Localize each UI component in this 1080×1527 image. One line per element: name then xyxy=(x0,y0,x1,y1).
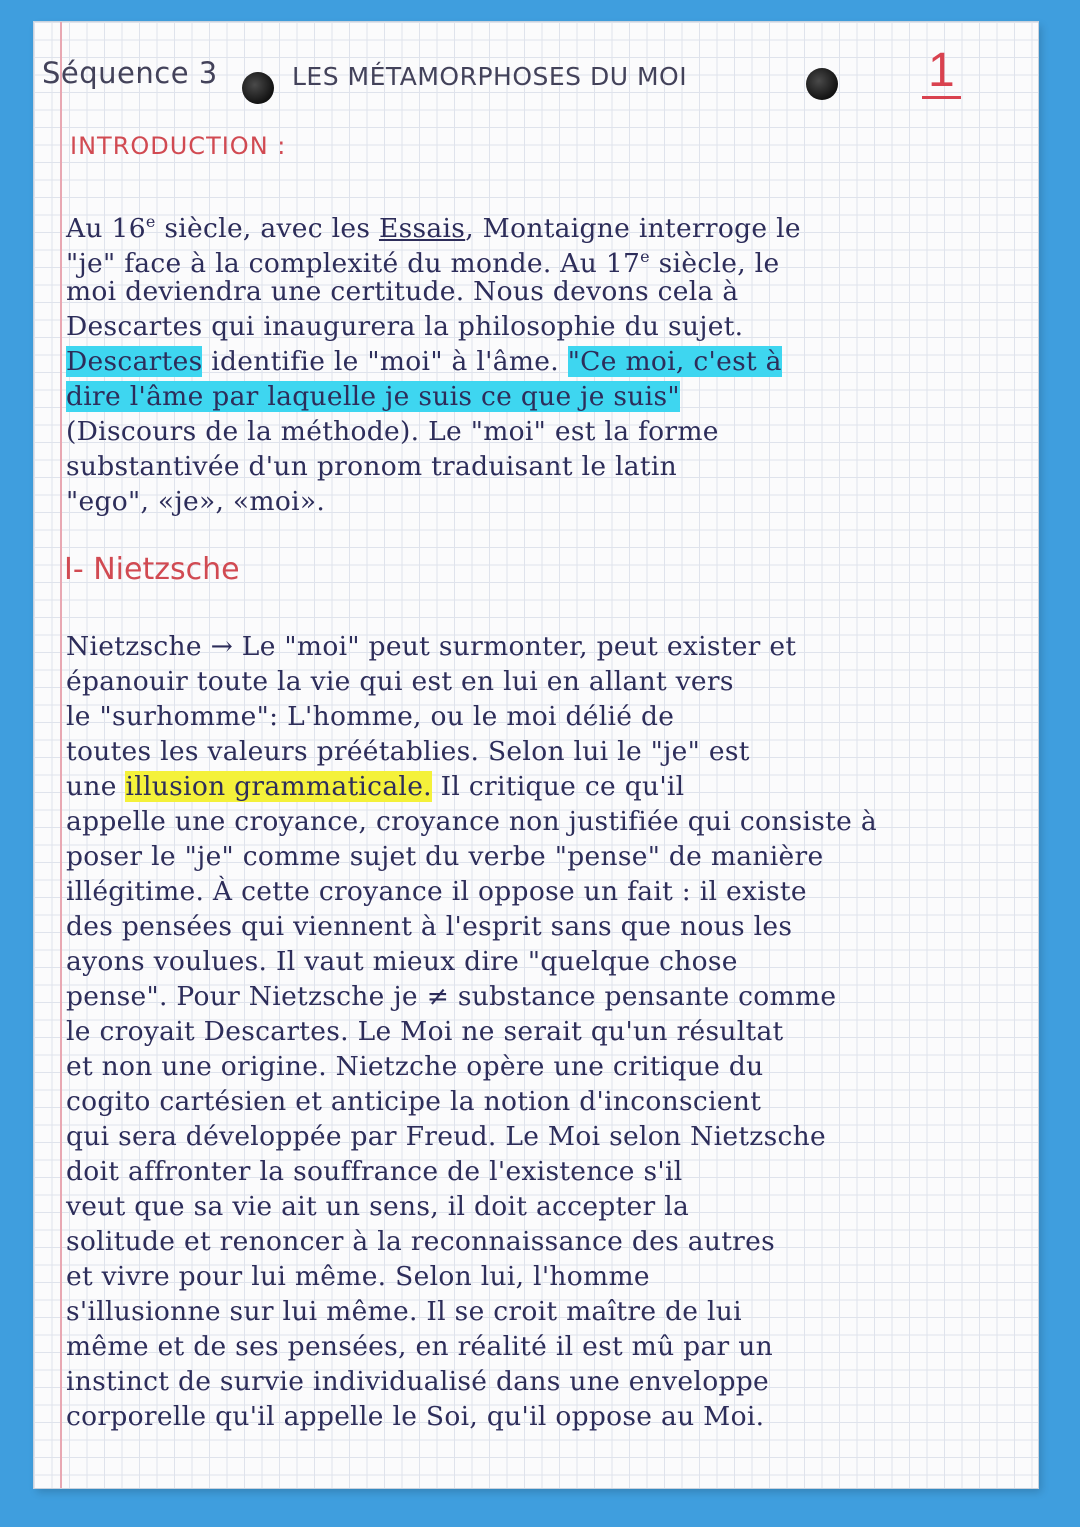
intro-text-segment: Au 16 xyxy=(66,212,146,244)
page-number: 1 xyxy=(922,46,961,99)
nietzsche-paragraph xyxy=(66,629,1026,1434)
nietzsche-line: illégitime. À cette croyance il oppose un fait : il existe xyxy=(66,876,807,907)
nietzsche-line: s'illusionne sur lui même. Il se croit maître de lui xyxy=(66,1296,742,1327)
nietzsche-line: qui sera développée par Freud. Le Moi selon Nietzsche xyxy=(66,1121,826,1152)
highlighted-text: illusion grammaticale. xyxy=(125,771,432,802)
intro-text-segment: , Montaigne interroge le xyxy=(465,212,801,244)
intro-line xyxy=(66,449,1026,484)
sequence-label: Séquence 3 xyxy=(42,56,218,90)
intro-text-segment: Essais xyxy=(378,212,466,244)
intro-text-segment: "je" face à la complexité du monde. Au 17 xyxy=(66,247,641,279)
nietzsche-line: même et de ses pensées, en réalité il est mû par un xyxy=(66,1331,773,1362)
intro-line xyxy=(66,414,1026,449)
intro-text-segment: dire l'âme par laquelle je suis ce que je suis" xyxy=(66,381,680,412)
nietzsche-line: Nietzsche → Le "moi" peut surmonter, peut exister et xyxy=(66,631,797,662)
intro-line xyxy=(66,344,1026,379)
nietzsche-line: cogito cartésien et anticipe la notion d'inconscient xyxy=(66,1086,762,1117)
intro-paragraph xyxy=(66,204,1026,519)
nietzsche-line: le "surhomme": L'homme, ou le moi délié de xyxy=(66,701,675,732)
nietzsche-line: solitude et renoncer à la reconnaissance des autres xyxy=(66,1226,776,1257)
notebook-sheet xyxy=(34,22,1038,1488)
margin-line xyxy=(60,22,62,1488)
nietzsche-line: ayons voulues. Il vaut mieux dire "quelque chose xyxy=(66,946,738,977)
nietzsche-line: et non une origine. Nietzche opère une critique du xyxy=(66,1051,764,1082)
intro-line xyxy=(66,204,1026,244)
intro-text-segment: Descartes xyxy=(66,346,203,377)
nietzsche-line: et vivre pour lui même. Selon lui, l'homme xyxy=(66,1261,650,1292)
intro-text-segment: siècle, le xyxy=(649,247,780,279)
nietzsche-line: toutes les valeurs préétablies. Selon lui le "je" est xyxy=(66,736,750,767)
intro-text-segment: e xyxy=(145,212,156,231)
section-heading-nietzsche: I- Nietzsche xyxy=(64,552,240,587)
intro-line xyxy=(66,484,1026,519)
intro-text-segment: identifie le "moi" à l'âme. xyxy=(202,346,568,377)
nietzsche-line: instinct de survie individualisé dans une enveloppe xyxy=(66,1366,769,1397)
nietzsche-line: veut que sa vie ait un sens, il doit accepter la xyxy=(66,1191,690,1222)
intro-heading: INTRODUCTION : xyxy=(70,132,287,160)
intro-text-segment: Descartes qui inaugurera la philosophie du sujet. xyxy=(66,311,744,342)
nietzsche-line: appelle une croyance, croyance non justifiée qui consiste à xyxy=(66,806,877,837)
nietzsche-line: le croyait Descartes. Le Moi ne serait qu'un résultat xyxy=(66,1016,784,1047)
intro-text-segment: (Discours de la méthode). Le "moi" est la forme xyxy=(66,416,719,447)
nietzsche-line: doit affronter la souffrance de l'existence s'il xyxy=(66,1156,683,1187)
punch-hole-left xyxy=(242,72,274,104)
intro-text-segment: "ego", «je», «moi». xyxy=(66,486,326,517)
intro-text-segment: e xyxy=(640,247,650,266)
intro-line xyxy=(66,274,1026,309)
punch-hole-right xyxy=(806,68,838,100)
nietzsche-line: corporelle qu'il appelle le Soi, qu'il oppose au Moi. xyxy=(66,1401,765,1432)
intro-text-segment: moi deviendra une certitude. Nous devons cela à xyxy=(66,276,739,307)
intro-line xyxy=(66,379,1026,414)
nietzsche-line: épanouir toute la vie qui est en lui en allant vers xyxy=(66,666,734,697)
page-title: LES MÉTAMORPHOSES DU MOI xyxy=(292,62,688,91)
intro-line xyxy=(66,239,1026,279)
intro-text-segment: substantivée d'un pronom traduisant le latin xyxy=(66,451,678,482)
nietzsche-text-segment: une xyxy=(66,771,126,802)
nietzsche-line: poser le "je" comme sujet du verbe "pense" de manière xyxy=(66,841,824,872)
intro-text-segment: "Ce moi, c'est à xyxy=(567,346,782,377)
nietzsche-line xyxy=(66,769,1026,804)
nietzsche-line: des pensées qui viennent à l'esprit sans que nous les xyxy=(66,911,793,942)
nietzsche-text-segment: Il critique ce qu'il xyxy=(431,771,685,802)
intro-line xyxy=(66,309,1026,344)
nietzsche-line: pense". Pour Nietzsche je ≠ substance pensante comme xyxy=(66,981,837,1012)
intro-text-segment: siècle, avec les xyxy=(155,212,379,244)
